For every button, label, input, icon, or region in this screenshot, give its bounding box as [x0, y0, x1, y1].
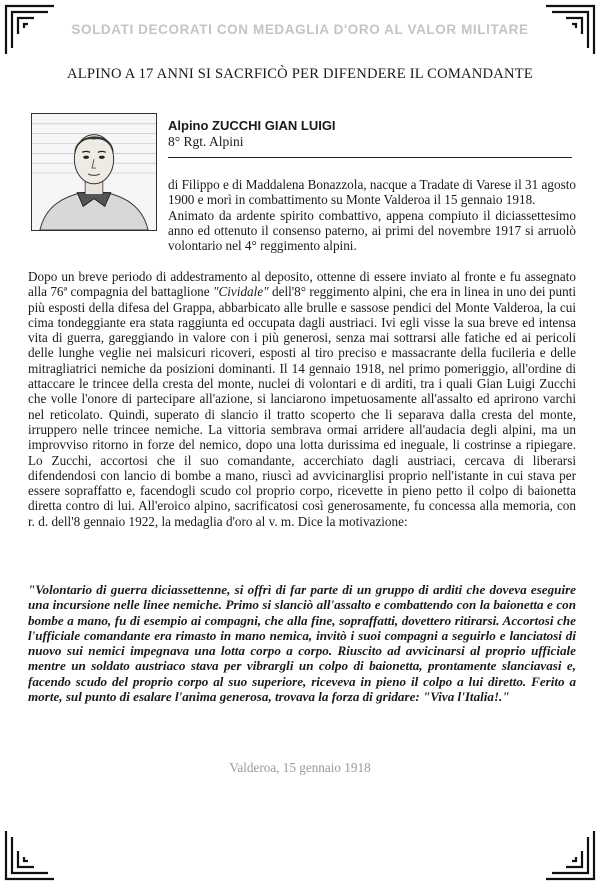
name-divider — [168, 157, 572, 158]
bio-main-after: dell'8° reggimento alpini, che era in linea in uno dei punti più esposti della difesa del Grappa, abbarbicato alle brulle e sassose pendici del Monte Valderoa, la cui cima tondeggiante era stata raggiunta ed occupata dagli austriaci. Ivi egli visse la sua breve ed intensa vita di guerra, gareggiando in valore con i più generosi, senza mai sottrarsi alle fatiche ed ai pericoli delle lunghe veglie nei malsicuri ricoveri, esposti al tiro preciso e massacrante della fucileria e delle mitragliatrici nemiche da posizioni dominanti. Il 14 gennaio 1918, nel primo pomeriggio, all'ordine di attaccare le trincee della cresta del monte, nuclei di volontari e di arditi, tra i quali Gian Luigi Zucchi che volle l'onore di partecipare all'azione, si lanciarono impetuosamente all'assalto ed aprirono varchi nel reticolato. Quindi, superato di slancio il tratto scoperto che li separava dalla cresta del monte, irruppero nelle trincee nemiche. La vittoria sembrava ormai arridere all'audacia degli alpini, ma un improvviso ritorno in forze del nemico, dopo una lotta durissima ed ineguale, li costrinse a ripiegare. Lo Zucchi, accortosi che il suo comandante, accerchiato dagli austriaci, cercava di liberarsi difendendosi con lancio di bombe a mano, riuscì ad avvicinarglisi proprio nell'istante in cui stava per essere sopraffatto e, facendogli scudo col proprio corpo, ricevette in pieno petto il colpo di baionetta diretta contro di lui. All'eroico alpino, sacrificatosi così generosamente, fu concessa alla memoria, con r. d. dell'8 gennaio 1922, la medaglia d'oro al v. m. Dice la motivazione: — [28, 284, 576, 529]
bio-main-paragraph — [28, 269, 576, 529]
battalion-name: "Cividale" — [212, 284, 269, 300]
bio-intro-text — [168, 177, 576, 253]
medal-motivation — [28, 582, 576, 704]
corner-ornament-bottom-right — [544, 829, 596, 881]
place-date: Valderoa, 15 gennaio 1918 — [229, 760, 371, 775]
article-headline: ALPINO A 17 ANNI SI SACRFICÒ PER DIFENDERE IL COMANDANTE — [67, 66, 533, 82]
bio-main-text — [28, 269, 576, 529]
motivation-text: "Volontario di guerra diciassettenne, si offrì di far parte di un gruppo di arditi che doveva eseguire una incursione nelle linee nemiche. Primo si slanciò all'assalto e combattendo con la baionetta e con bombe a mano, fu di esempio ai compagni, che alla fine, sopraffatti, dovettero ritirarsi. Accortosi che l'ufficiale comandante era rimasto in mano nemica, invitò i suoi compagni a seguirlo e lanciatosi di nuovo sui nemici impegnava una lotta corpo a corpo. Riuscito ad avvicinarsi al proprio ufficiale mentre un soldato austriaco stava per vibrargli un colpo di baionetta, prontamente slanciavasi e, facendo scudo del proprio corpo al suo superiore, riceveva in pieno il colpo a lui diretto. Ferito a morte, sul punto di esalare l'anima generosa, trovava la forza di gridare: "Viva l'Italia!." — [28, 582, 576, 705]
soldier-regiment: 8° Rgt. Alpini — [168, 134, 244, 149]
soldier-name-block — [168, 118, 336, 150]
bio-second-paragraph-start: Animato da ardente spirito combattivo, appena compiuto il diciassettesimo anno ed ottenuto il consenso paterno, ai primi del novembre 1917 si arruolò volontario nel 4° reggimento alpini. — [168, 207, 576, 254]
bio-main-before: Dopo un breve periodo di addestramento al deposito, ottenne di essere inviato al fronte e fu assegnato alla 76ª compagnia del battaglione — [28, 269, 576, 300]
bio-intro-paragraph: di Filippo e di Maddalena Bonazzola, nacque a Tradate di Varese il 31 agosto 1900 e morì in combattimento su Monte Valderoa il 15 gennaio 1918. — [168, 177, 576, 208]
soldier-name: Alpino ZUCCHI GIAN LUIGI — [168, 118, 336, 133]
series-title: SOLDATI DECORATI CON MEDAGLIA D'ORO AL VALOR MILITARE — [71, 22, 529, 37]
corner-ornament-bottom-left — [4, 829, 56, 881]
soldier-portrait — [31, 113, 157, 231]
